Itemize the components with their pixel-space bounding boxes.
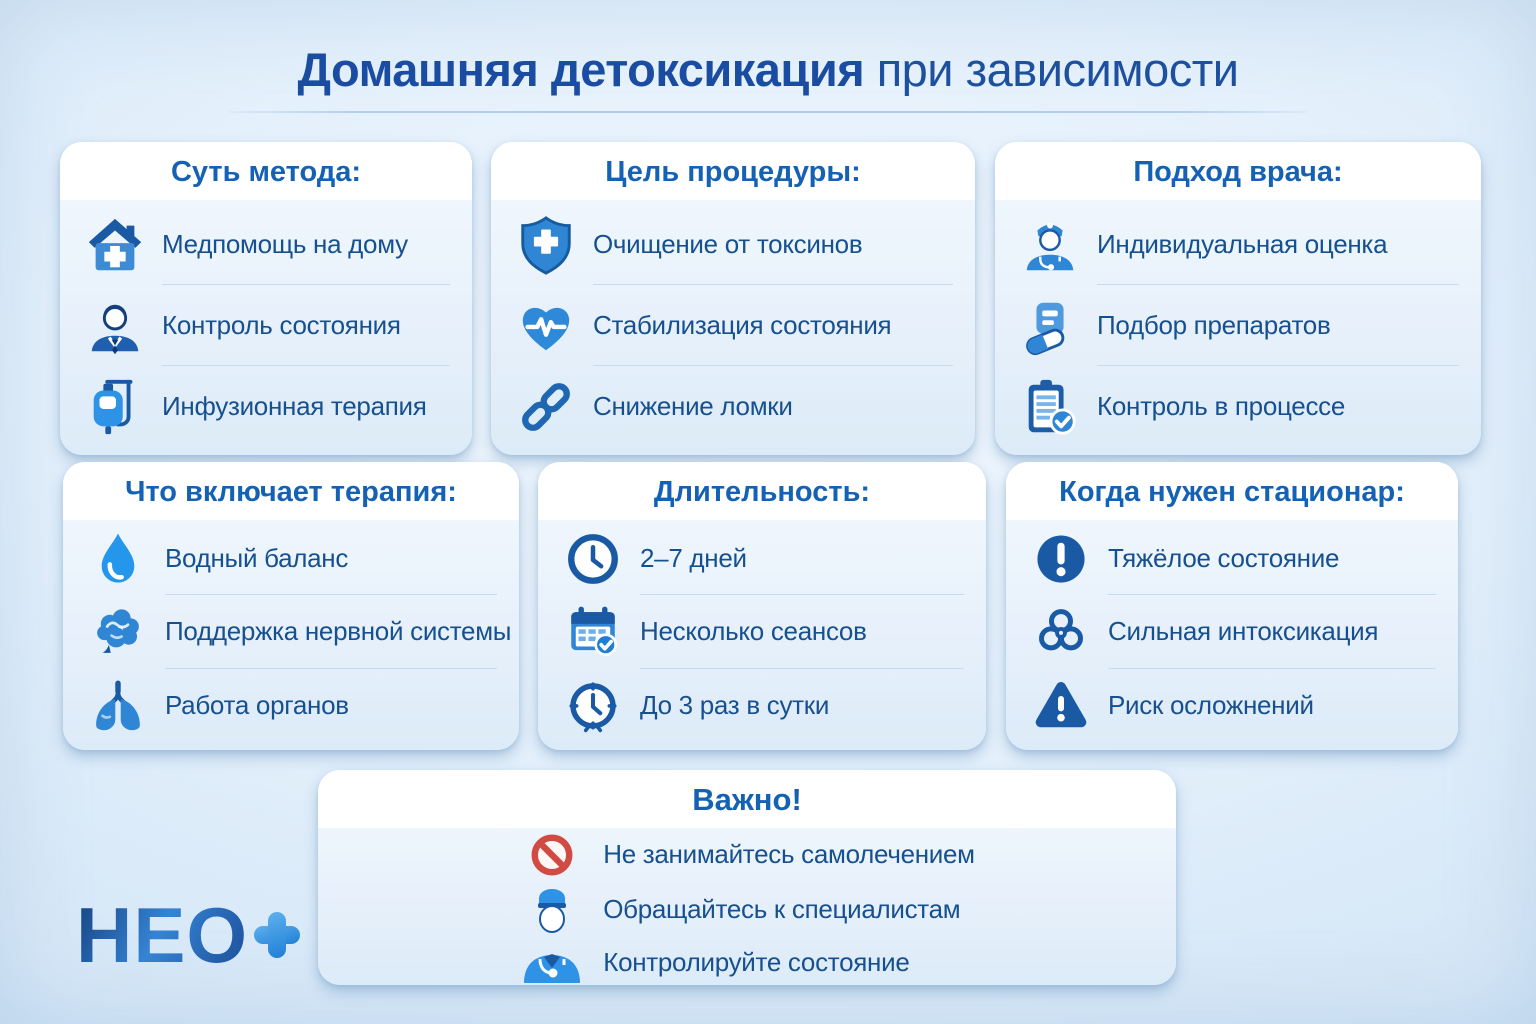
clipboard-check-icon (1019, 376, 1081, 438)
item-label: Тяжёлое состояние (1108, 543, 1340, 574)
item-label: Не занимайтесь самолечением (603, 839, 975, 869)
card-duration (538, 462, 986, 750)
item-label: Водный баланс (165, 543, 349, 574)
card-duration-header: Длительность: (538, 462, 986, 520)
logo-text: НЕО (76, 891, 249, 979)
list-item (84, 204, 460, 285)
item-label: Медпомощь на дому (162, 229, 408, 259)
warning-triangle-icon (1030, 674, 1092, 736)
list-item (562, 595, 974, 668)
card-important-body (519, 832, 975, 988)
doctor-cap-icon (1019, 214, 1081, 276)
list-item (87, 669, 507, 742)
card-hospital-needed-header: Когда нужен стационар: (1006, 462, 1458, 520)
card-important-header: Важно! (318, 770, 1176, 828)
item-label: Снижение ломки (593, 391, 793, 421)
list-item (1019, 204, 1469, 285)
item-label: Стабилизация состояния (593, 310, 892, 340)
card-essence (60, 142, 472, 455)
list-item (515, 285, 963, 366)
item-label: Обращайтесь к специалистам (603, 894, 961, 924)
item-label: Инфузионная терапия (162, 391, 427, 421)
item-label: Индивидуальная оценка (1097, 229, 1388, 259)
list-item (515, 366, 963, 447)
page-title-regular: при зависимости (864, 43, 1239, 96)
card-hospital-needed (1006, 462, 1458, 750)
card-doctor-approach (995, 142, 1481, 455)
lungs-icon (87, 674, 149, 736)
list-item (84, 366, 460, 447)
item-label: До 3 раз в сутки (640, 689, 830, 720)
water-drop-icon (87, 528, 149, 590)
list-item (87, 522, 507, 595)
iv-drip-icon (84, 376, 146, 438)
card-doctor-approach-body (995, 200, 1481, 455)
item-label: Несколько сеансов (640, 616, 867, 647)
biohazard-icon (1030, 601, 1092, 663)
list-item (1030, 595, 1446, 668)
item-label: Поддержка нервной системы (165, 616, 512, 647)
list-item (562, 669, 974, 742)
card-therapy-includes-header: Что включает терапия: (63, 462, 519, 520)
neo-plus-logo (76, 891, 300, 979)
item-label: Сильная интоксикация (1108, 616, 1379, 647)
surgeon-icon (520, 889, 584, 988)
house-medical-icon (84, 214, 146, 276)
list-item (84, 285, 460, 366)
page-title-bold: Домашняя детоксикация (297, 43, 865, 96)
card-goal (491, 142, 975, 455)
no-entry-icon (529, 832, 575, 883)
list-item (1030, 669, 1446, 742)
list-item (603, 940, 975, 985)
clock-icon (562, 528, 624, 590)
exclamation-circle-icon (1030, 528, 1092, 590)
list-item (603, 832, 975, 877)
card-therapy-includes-body (63, 520, 519, 750)
card-doctor-approach-header: Подход врача: (995, 142, 1481, 200)
card-essence-body (60, 200, 472, 455)
logo-plus-icon (254, 912, 300, 958)
list-item (603, 887, 975, 932)
item-label: Контроль в процессе (1097, 391, 1346, 421)
card-hospital-needed-body (1006, 520, 1458, 750)
item-label: Очищение от токсинов (593, 229, 863, 259)
page-title (0, 42, 1536, 97)
list-item (562, 522, 974, 595)
list-item (1019, 366, 1469, 447)
pills-icon (1019, 295, 1081, 357)
chain-icon (515, 376, 577, 438)
list-item (87, 595, 512, 668)
list-item (1030, 522, 1446, 595)
list-item (1019, 285, 1469, 366)
item-label: 2–7 дней (640, 543, 747, 574)
card-goal-header: Цель процедуры: (491, 142, 975, 200)
title-divider (229, 111, 1307, 113)
shield-cross-icon (515, 214, 577, 276)
item-label: Работа органов (165, 689, 349, 720)
card-essence-header: Суть метода: (60, 142, 472, 200)
brain-icon (87, 601, 149, 663)
list-item (515, 204, 963, 285)
heart-pulse-icon (515, 295, 577, 357)
card-important (318, 770, 1176, 985)
doctor-icon (84, 295, 146, 357)
calendar-check-icon (562, 601, 624, 663)
card-therapy-includes (63, 462, 519, 750)
item-label: Контролируйте состояние (603, 946, 910, 977)
card-duration-body (538, 520, 986, 750)
item-label: Контроль состояния (162, 310, 401, 340)
alarm-clock-icon (562, 674, 624, 736)
card-goal-body (491, 200, 975, 455)
item-label: Риск осложнений (1108, 689, 1314, 720)
item-label: Подбор препаратов (1097, 310, 1331, 340)
